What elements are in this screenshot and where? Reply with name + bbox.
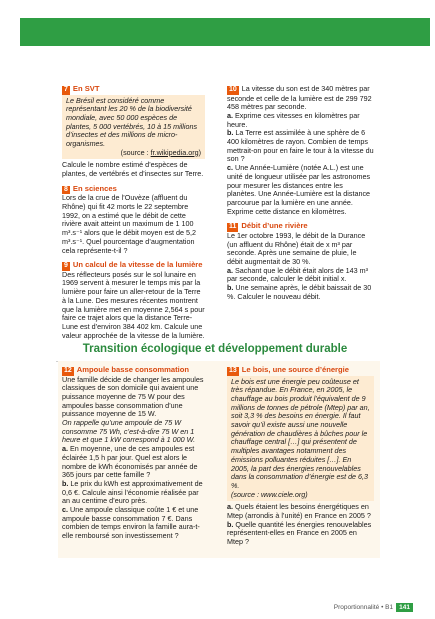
exercise-9 [62,261,205,340]
exercise-number: 8 [64,185,68,193]
exercise-intro: Le 1er octobre 1993, le débit de la Durance (un affluent du Rhône) était de x m³ par seconde. Après une semaine de pluie, le débit augmentait de 30 %. [227,230,366,266]
exercise-title: Un calcul de la vitesse de la lumière [72,260,203,270]
exercise-8 [62,185,205,255]
exercise-number: 10 [229,86,237,93]
green-header-bar [20,18,430,46]
page-footer [334,603,413,612]
item-label: b. [227,283,234,293]
item-label: b. [227,128,234,138]
exercise-text: Des réflecteurs posés sur le sol lunaire en 1969 servent à mesurer le temps mis par la lumière pour faire un aller-retour de la Terre à la Lune. Des mesures récentes montrent que la lumière met en moyenne 2,564 s pour faire ce trajet alors que la distance Terre-Lune est d’environ 384 402 km. Calcule une valeur approchée de la vitesse de la lumière. [62,269,205,340]
item-label: c. [62,505,68,515]
source-line [66,149,201,158]
quote-text: Le Brésil est considéré comme représentant les 20 % de la biodiversité mondiale, avec 50 000 espèces de plantes, 5 000 vertébrés, 10 à 15 millions d’insectes et des millions de micro-organismes. [66,95,198,149]
item-text: Exprime ces vitesses en kilomètres par heure. [227,110,360,129]
item-text: Sachant que le débit était alors de 143 m³ par seconde, calculer le débit initial x. [227,265,369,284]
exercise-title: En sciences [72,183,117,193]
exercise-title: Débit d’une rivière [241,221,308,231]
exercise-title: Le bois, une source d’énergie [241,365,349,374]
exercise-intro: Une famille décide de changer les ampoules classiques de son domicile qui avaient une puissance moyenne de 75 W pour des ampoules basse consommation d’une puissance moyenne de 15 W. [62,374,204,419]
item-text: Une Année-Lumière (notée A.L.) est une unité de longueur utilisée par les astronomes pour mesurer les distances entre les planètes. Une Année-Lumière est la distance parcourue par la lumière en une année. Exprime cette distance en kilomètres. [227,163,371,216]
exercise-intro: La vitesse du son est de 340 mètres par seconde et celle de la lumière est de 299 792 458 mètres par seconde. [227,84,372,112]
item-text: Une ampoule classique coûte 1 € et une ampoule basse consommation 7 €. Dans combien de temps environ la famille aura-t-elle remboursé son investissement ? [62,505,200,541]
item-label: a. [62,444,68,454]
quote-box [227,376,374,502]
exercise-number: 9 [64,262,68,270]
exercise-number: 11 [229,223,237,231]
exercise-11 [227,222,374,301]
source-line: (source : www.ciele.org) [231,489,308,499]
item-text: La Terre est assimilée à une sphère de 6 400 kilomètres de rayon. Combien de temps mettrait-on pour en faire le tour à la vitesse du son ? [227,128,374,164]
right-column [227,85,374,307]
page-number: 141 [396,603,413,612]
left-column [62,85,205,346]
quote-text: Le bois est une énergie peu coûteuse et très répandue. En France, en 2005, le chauffage au bois produit l’équivalent de 9 millions de tonnes de pétrole (Mtep) par an, soit 3,3 % des besoins en énergie. Il faut savoir qu’il existe aussi une nouvelle génération de chaudières à bûches pour le chauffage central […] qui présentent de multiples avantages notamment des émissions polluantes réduites […]. En 2005, la part des énergies renouvelables dans la consommation d’énergie est de 6,3 %. [231,376,370,490]
source-link[interactable]: fr.wikipedia.org [150,147,199,157]
section-title: Transition écologique et développement durable [82,343,348,355]
item-label: c. [227,163,233,173]
item-text: Quels étaient les besoins énergétiques en Mtep (arrondis à l’unité) en France en 2005 ? [227,502,371,521]
item-text: En moyenne, une de ces ampoules est éclairée 1,5 h par jour. Quel est alors le nombre de kWh économisés par année de 365 jours par cette famille ? [62,444,198,480]
exercise-title: Ampoule basse consommation [76,365,190,374]
exercise-title: En SVT [72,84,100,93]
item-text: Une semaine après, le débit baissait de 30 %. Calculer le nouveau débit. [227,283,372,301]
item-label: a. [227,502,233,512]
item-label: a. [227,110,233,120]
exercise-number: 13 [229,367,237,374]
exercise-7 [62,85,205,179]
exercise-text: Lors de la crue de l’Ouvèze (affluent du Rhône) qui fit 42 morts le 22 septembre 1992, on a estimé que le débit de cette rivière avait atteint un maximum de 1 100 m³.s⁻¹ alors que le débit moyen est de 5,2 m³.s⁻¹. Quel pourcentage d’augmentation cela représente-t-il ? [62,193,197,255]
quote-box [62,95,205,160]
exercise-question: Calcule le nombre estimé d’espèces de plantes, de vertébrés et d’insectes sur Terre. [62,160,204,179]
item-text: Le prix du kWh est approximativement de 0,6 €. Calcule ainsi l’économie réalisée par an au centime d’euro près. [62,478,203,506]
chapter-label: Proportionnalité • B1 [333,604,394,611]
item-label: a. [227,265,233,275]
exercise-12 [62,366,207,541]
exercise-number: 12 [64,367,72,374]
source-suffix: ) [198,147,201,157]
exercise-number: 7 [64,86,68,93]
item-label: b. [62,478,69,488]
source-prefix: (source : [120,147,151,157]
exercise-13 [227,366,374,547]
reminder-text: On rappelle qu’une ampoule de 75 W consomme 75 Wh, c’est-à-dire 75 W en 1 heure et que 1 kW correspond à 1 000 W. [62,418,196,445]
item-text: Quelle quantité les énergies renouvelables représentent-elles en France en 2005 en Mtep ? [227,519,372,547]
item-label: b. [227,519,234,529]
top-banner [0,0,435,46]
exercise-10 [227,85,374,216]
